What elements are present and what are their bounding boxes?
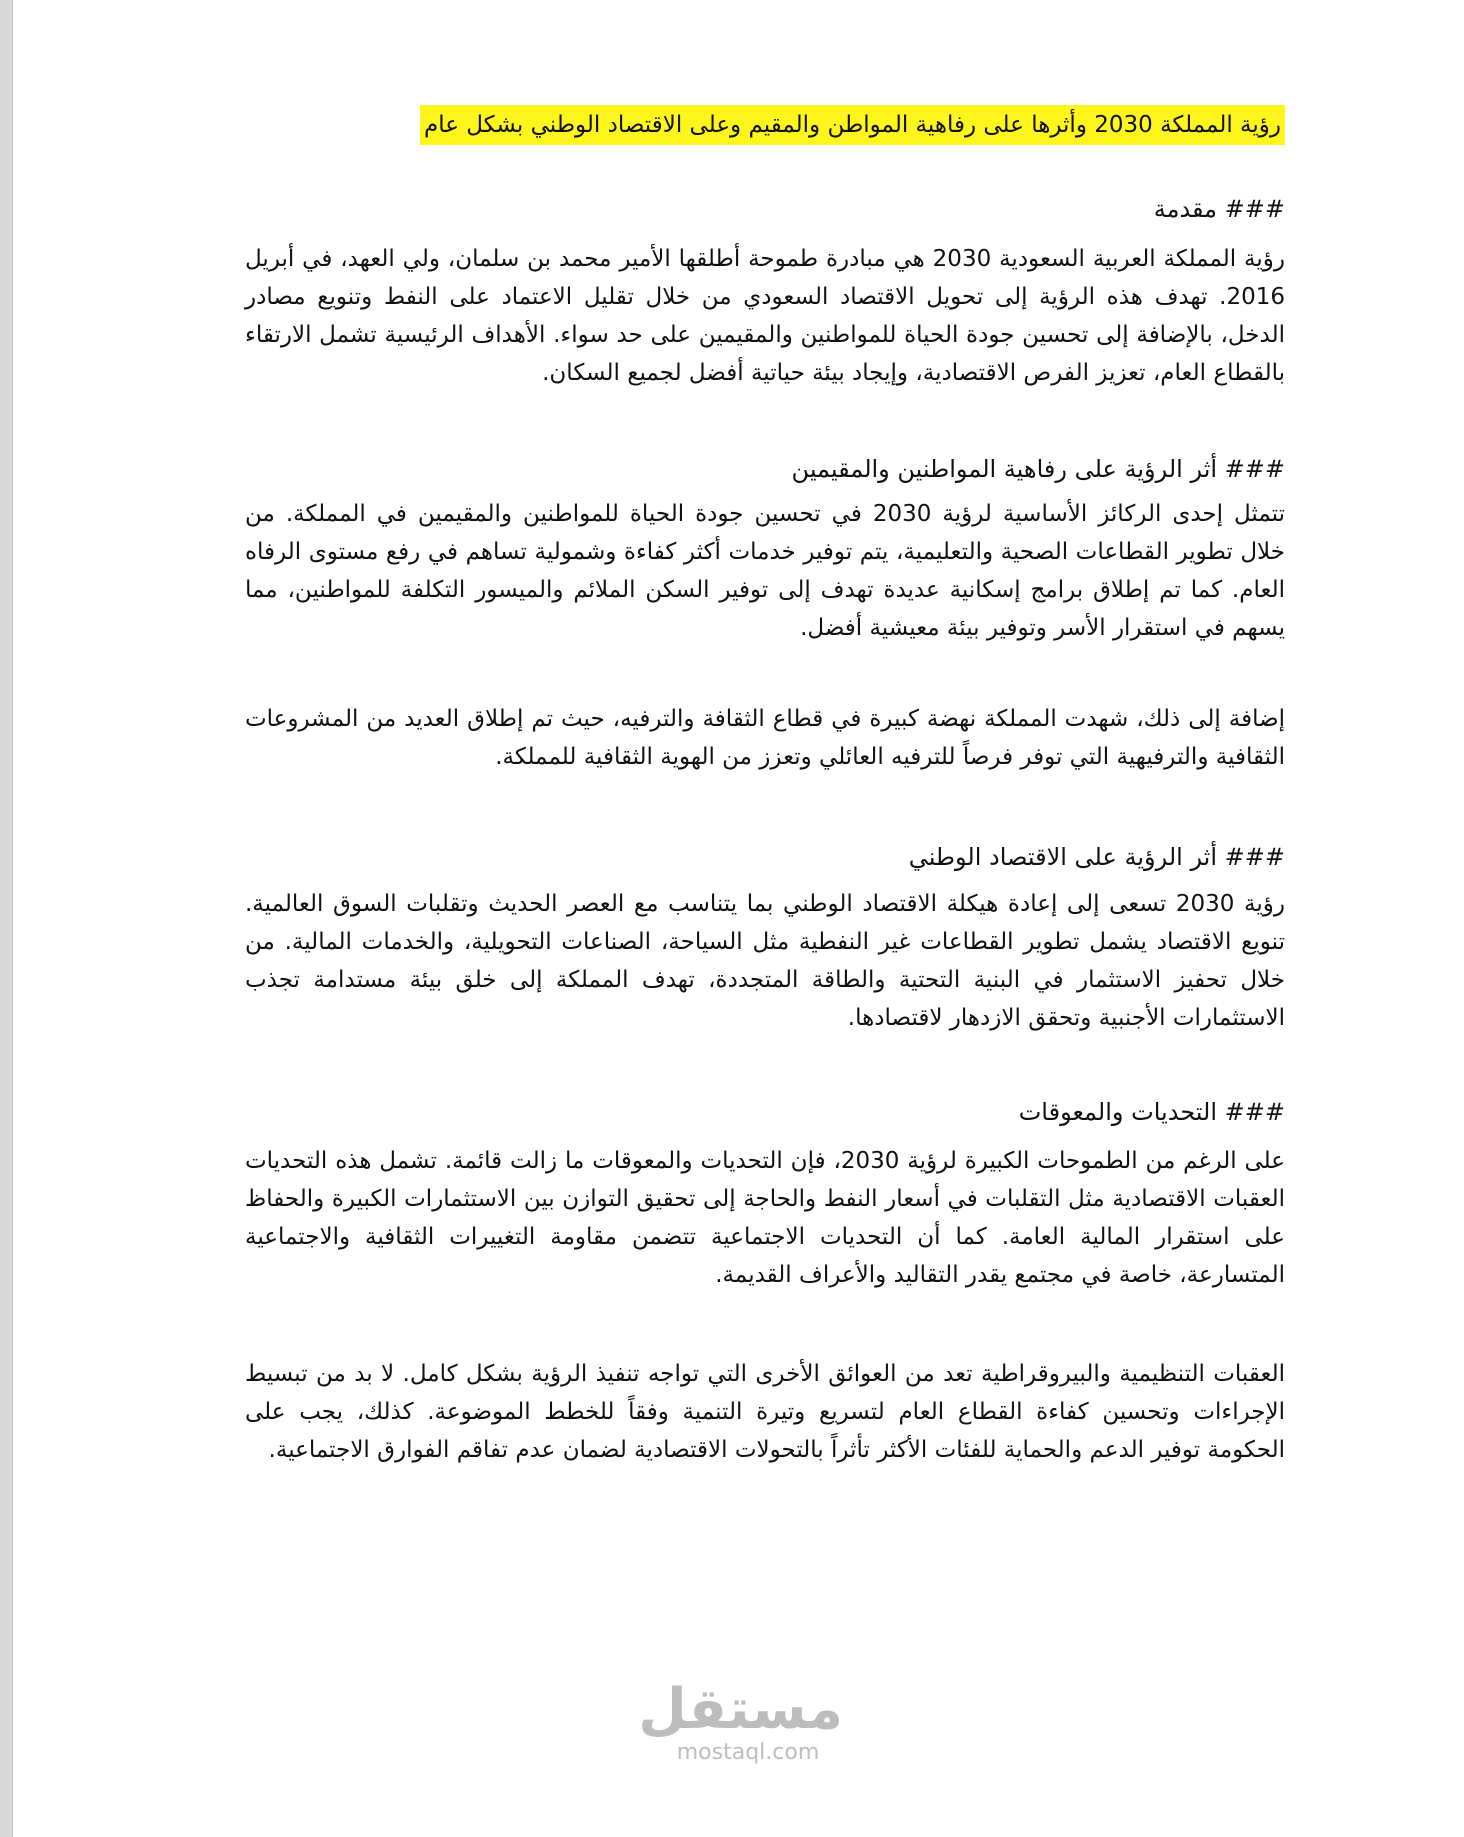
watermark [638, 1677, 843, 1766]
section-intro [245, 192, 1285, 226]
paragraph: رؤية 2030 تسعى إلى إعادة هيكلة الاقتصاد الوطني بما يتناسب مع العصر الحديث وتقلبات السوق العالمية. تنويع الاقتصاد يشمل تطوير القطاعات غير النفطية مثل السياحة، الصناعات التحويلية، والخدمات المالية. من خلال تحفيز الاستثمار في البنية التحتية والطاقة المتجددة، تهدف المملكة إلى خلق بيئة مستدامة تجذب الاستثمارات الأجنبية وتحقق الازدهار لاقتصادها. [245, 891, 1286, 1031]
section-economy-body [245, 885, 1285, 1037]
section-economy [245, 840, 1285, 874]
document-title: رؤية المملكة 2030 وأثرها على رفاهية المواطن والمقيم وعلى الاقتصاد الوطني بشكل عام [420, 105, 1285, 145]
section-welfare-body [245, 495, 1285, 647]
title-row [420, 105, 1285, 145]
watermark-url: mostaql.com [676, 1740, 820, 1765]
watermark-logo: مستقل [638, 1677, 843, 1742]
section-challenges-body-2 [245, 1355, 1285, 1469]
section-heading: ### أثر الرؤية على رفاهية المواطنين والمقيمين [791, 455, 1285, 483]
section-heading: ### مقدمة [1153, 195, 1285, 223]
section-heading: ### التحديات والمعوقات [1018, 1098, 1285, 1126]
paragraph: تتمثل إحدى الركائز الأساسية لرؤية 2030 في تحسين جودة الحياة للمواطنين والمقيمين في المملكة. من خلال تطوير القطاعات الصحية والتعليمية، يتم توفير خدمات أكثر كفاءة وشمولية تساهم في رفع مستوى الرفاه العام. كما تم إطلاق برامج إسكانية عديدة تهدف إلى توفير السكن الملائم والميسور التكلفة للمواطنين، مما يسهم في استقرار الأسر وتوفير بيئة معيشية أفضل. [245, 501, 1286, 641]
section-challenges [245, 1095, 1285, 1129]
document-page [12, 0, 1464, 1837]
section-welfare [245, 452, 1285, 486]
paragraph: على الرغم من الطموحات الكبيرة لرؤية 2030، فإن التحديات والمعوقات ما زالت قائمة. تشمل هذه التحديات العقبات الاقتصادية مثل التقلبات في أسعار النفط والحاجة إلى تحقيق التوازن بين الاستثمارات الكبيرة والحفاظ على استقرار المالية العامة. كما أن التحديات الاجتماعية تتضمن مقاومة التغييرات الثقافية والاجتماعية المتسارعة، خاصة في مجتمع يقدر التقاليد والأعراف القديمة. [245, 1148, 1285, 1288]
section-welfare-body-2 [245, 700, 1285, 776]
paragraph: رؤية المملكة العربية السعودية 2030 هي مبادرة طموحة أطلقها الأمير محمد بن سلمان، ولي العهد، في أبريل 2016. تهدف هذه الرؤية إلى تحويل الاقتصاد السعودي من خلال تقليل الاعتماد على النفط وتنويع مصادر الدخل، بالإضافة إلى تحسين جودة الحياة للمواطنين والمقيمين على حد سواء. الأهداف الرئيسية تشمل الارتقاء بالقطاع العام، تعزيز الفرص الاقتصادية، وإيجاد بيئة حياتية أفضل لجميع السكان. [245, 246, 1285, 386]
section-heading: ### أثر الرؤية على الاقتصاد الوطني [908, 843, 1285, 871]
section-challenges-body [245, 1142, 1285, 1294]
section-intro-body [245, 240, 1285, 392]
paragraph: إضافة إلى ذلك، شهدت المملكة نهضة كبيرة في قطاع الثقافة والترفيه، حيث تم إطلاق العديد من المشروعات الثقافية والترفيهية التي توفر فرصاً للترفيه العائلي وتعزز من الهوية الثقافية للمملكة. [245, 706, 1285, 770]
paragraph: العقبات التنظيمية والبيروقراطية تعد من العوائق الأخرى التي تواجه تنفيذ الرؤية بشكل كامل. لا بد من تبسيط الإجراءات وتحسين كفاءة القطاع العام لتسريع وتيرة التنمية وفقاً للخطط الموضوعة. كذلك، يجب على الحكومة توفير الدعم والحماية للفئات الأكثر تأثراً بالتحولات الاقتصادية لضمان عدم تفاقم الفوارق الاجتماعية. [245, 1361, 1285, 1463]
